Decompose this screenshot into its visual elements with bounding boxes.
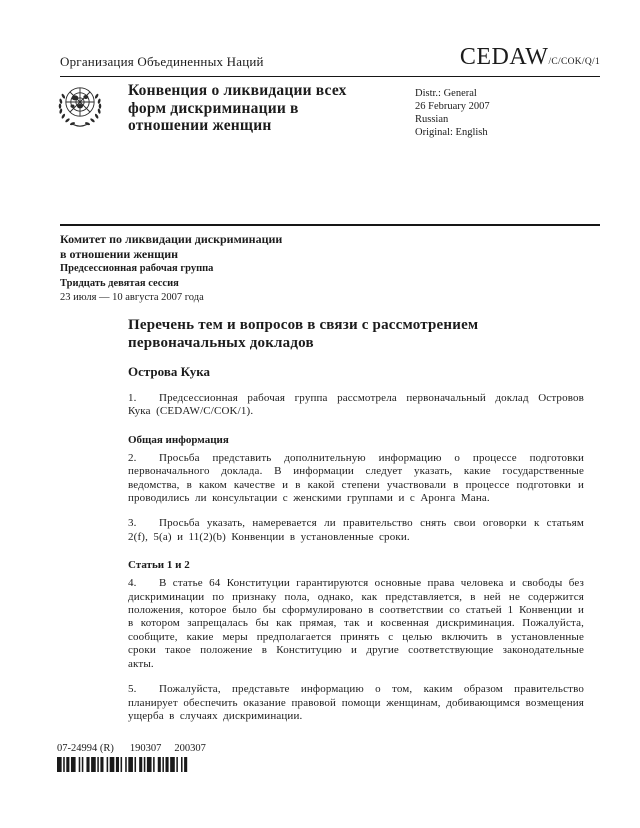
paragraph-number: 5. — [128, 683, 137, 696]
convention-title-line: Конвенция о ликвидации всех — [128, 82, 347, 99]
paragraph-number: 3. — [128, 517, 137, 530]
distribution-block — [415, 87, 490, 139]
paragraph-1 — [128, 392, 584, 419]
un-emblem-icon — [55, 80, 105, 139]
document-symbol-sub: /C/COK/Q/1 — [548, 57, 600, 67]
footer-doc-number: 07-24994 (R) — [57, 743, 114, 754]
convention-title-line: отношении женщин — [128, 117, 272, 134]
footer-date-1: 190307 — [129, 743, 162, 754]
distr-date: 26 February 2007 — [415, 101, 490, 112]
paragraph-5 — [128, 683, 584, 723]
convention-title — [128, 82, 347, 135]
paragraph-text: Просьба указать, намеревается ли правительство снять свои оговорки к статьям 2(f), 5(a) и 11(2)(b) Конвенции в установленные сроки. — [128, 517, 584, 543]
distr-language: Russian — [415, 114, 449, 125]
committee-name-line1: Комитет по ликвидации дискриминации — [60, 232, 283, 246]
paragraph-number: 1. — [128, 392, 137, 404]
footer-date-2: 200307 — [174, 743, 206, 754]
convention-title-line: форм дискриминации в — [128, 99, 299, 117]
un-org-name: Организация Объединенных Наций — [60, 54, 264, 69]
session-number: Тридцать девятая сессия — [60, 277, 179, 289]
document-title: Перечень тем и вопросов в связи с рассмотрением первоначальных докладов — [128, 317, 479, 351]
working-group: Предсессионная рабочая группа — [60, 263, 214, 274]
document-symbol — [460, 44, 600, 71]
distr-original: Original: English — [415, 127, 488, 138]
distr-type: Distr.: General — [415, 88, 477, 99]
section-heading-general-info: Общая информация — [128, 433, 229, 446]
session-dates: 23 июля — 10 августа 2007 года — [60, 292, 204, 303]
barcode — [57, 757, 192, 777]
paragraph-number: 4. — [128, 577, 137, 590]
committee-block — [60, 232, 282, 305]
paragraph-2 — [128, 452, 584, 506]
document-body — [128, 317, 584, 723]
section-heading-articles-1-2: Статьи 1 и 2 — [128, 559, 190, 572]
committee-name-line2: в отношении женщин — [60, 247, 179, 261]
footer-document-info — [57, 743, 206, 754]
paragraph-text: В статье 64 Конституции гарантируются основные права человека и свободы без дискриминации по признаку пола, однако, как представляется, в ней не содержится положения, которое было бы сформулировано в соответствии со статьей 1 Конвенции и в котором запрещалась бы как прямая, так и косвенная дискриминация. Пожалуйста, сообщите, какие меры предполагается принять с целью включить в установленные сроки такое положение в Конституцию и другие соответствующие законодательные акты. — [128, 577, 584, 670]
paragraph-text: Предсессионная рабочая группа рассмотрела первоначальный доклад Островов Кука (CEDAW/C/COK/1). — [128, 392, 584, 418]
header-rule — [60, 76, 600, 77]
paragraph-text: Просьба представить дополнительную информацию о процессе подготовки первоначального доклада. В информации следует указать, какие государственные ведомства, в каком качестве и в какой степени участвовали в процессе подготовки и проводились ли консультации с женскими группами и с Аронга Мана. — [128, 451, 584, 505]
section-rule — [60, 224, 600, 226]
paragraph-text: Пожалуйста, представьте информацию о том, каким образом правительство планирует обеспечить оказание правовой помощи женщинам, добивающимся возмещения ущерба в случаях дискриминации. — [128, 683, 584, 722]
document-symbol-main: CEDAW — [459, 44, 549, 70]
paragraph-number: 2. — [128, 451, 137, 464]
country-heading: Острова Кука — [128, 364, 210, 379]
paragraph-4 — [128, 577, 584, 671]
paragraph-3 — [128, 517, 584, 544]
